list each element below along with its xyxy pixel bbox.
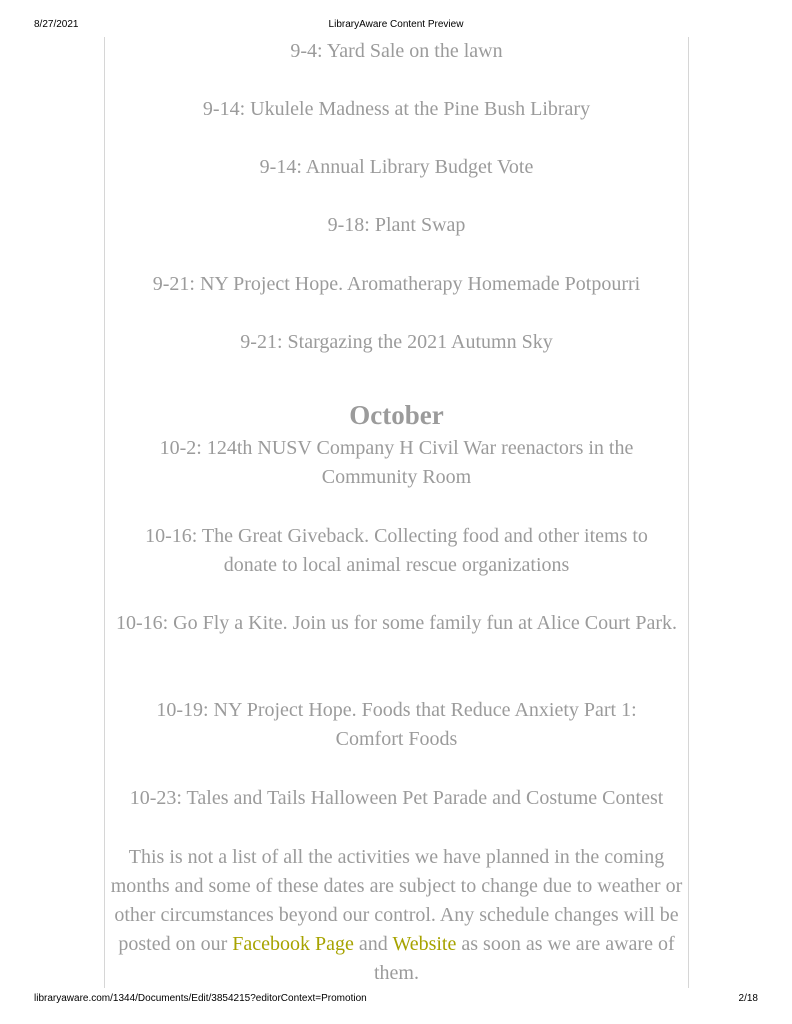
event-item: 9-4: Yard Sale on the lawn bbox=[290, 40, 503, 62]
page-header bbox=[0, 19, 792, 33]
event-item: 10-2: 124th NUSV Company H Civil War reenactors in the Community Room bbox=[159, 437, 634, 488]
event-item: 9-21: Stargazing the 2021 Autumn Sky bbox=[240, 331, 553, 353]
print-title: LibraryAware Content Preview bbox=[328, 19, 464, 30]
event-item: 9-14: Ukulele Madness at the Pine Bush Library bbox=[202, 98, 591, 120]
event-item: 10-16: The Great Giveback. Collecting food and other items to donate to local animal rescue organizations bbox=[145, 525, 648, 576]
note-text: as soon as we are aware of them. bbox=[374, 933, 675, 984]
event-item: 9-14: Annual Library Budget Vote bbox=[259, 156, 534, 178]
event-item: 9-18: Plant Swap bbox=[327, 214, 466, 236]
facebook-page-link[interactable]: Facebook Page bbox=[232, 933, 354, 955]
month-heading: October bbox=[349, 400, 444, 430]
note-text: This is not a list of all the activities we have planned in the coming months and some of these dates are subject to change due to weather or other circumstances beyond our control. Any schedule changes will be posted on our bbox=[110, 846, 683, 955]
content-panel bbox=[104, 37, 689, 988]
note-text: and bbox=[353, 933, 393, 955]
event-item: 9-21: NY Project Hope. Aromatherapy Homemade Potpourri bbox=[152, 273, 641, 295]
print-date: 8/27/2021 bbox=[34, 19, 79, 30]
event-item: 10-23: Tales and Tails Halloween Pet Parade and Costume Contest bbox=[129, 787, 664, 809]
schedule-note bbox=[105, 843, 688, 988]
event-item: 10-16: Go Fly a Kite. Join us for some family fun at Alice Court Park. bbox=[115, 612, 678, 634]
website-link[interactable]: Website bbox=[392, 933, 457, 955]
page-url: libraryaware.com/1344/Documents/Edit/3854215?editorContext=Promotion bbox=[34, 993, 367, 1004]
event-item: 10-19: NY Project Hope. Foods that Reduce Anxiety Part 1: Comfort Foods bbox=[156, 699, 637, 750]
page-number: 2/18 bbox=[738, 993, 758, 1004]
page-footer bbox=[0, 993, 792, 1007]
